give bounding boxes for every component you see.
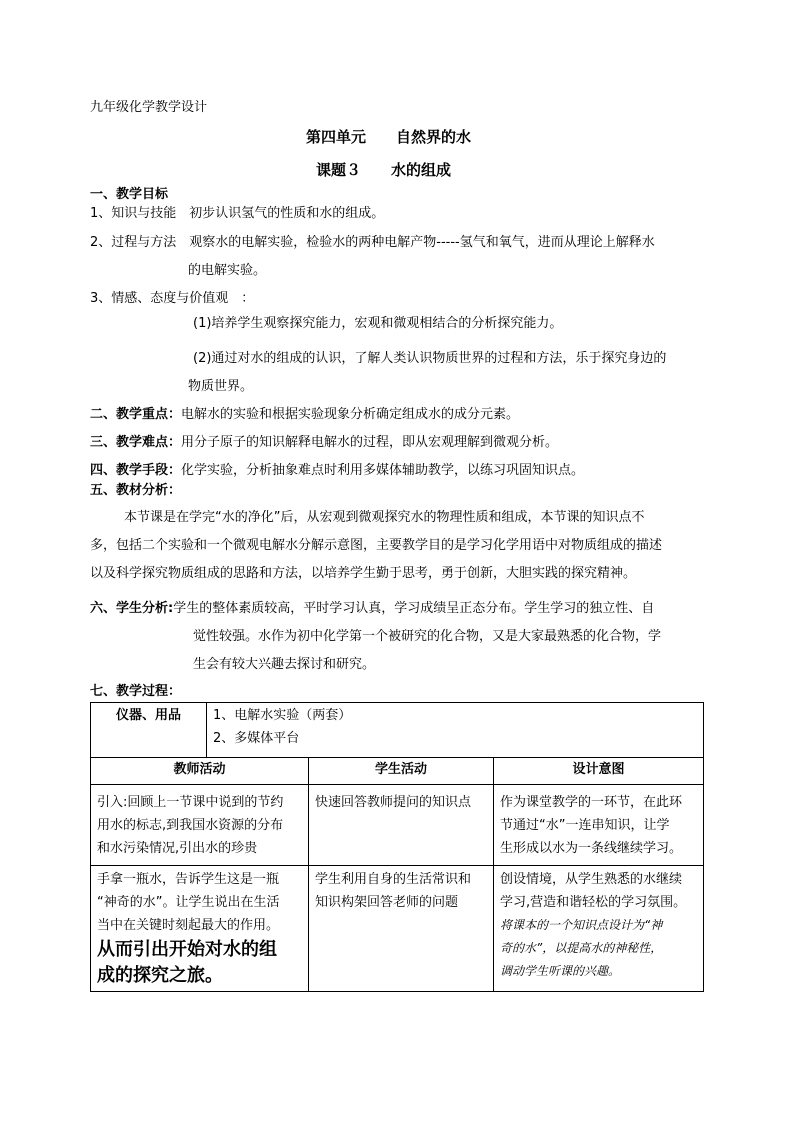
section-students xyxy=(90,600,654,618)
cell-line: 创设情境，从学生熟悉的水继续 xyxy=(500,872,683,887)
cell-line: 当中在关键时刻起最大的作用。 xyxy=(97,918,280,933)
design-intent-cell xyxy=(494,866,704,992)
objective-process-line2: 的电解实验。 xyxy=(188,263,267,278)
cell-line: 学习,营造和谐轻松的学习氛围。 xyxy=(500,895,687,910)
students-line1: 学生的整体素质较高，平时学习认真，学习成绩呈正态分布。学生学习的独立性、自 xyxy=(173,601,655,616)
table-row xyxy=(91,866,704,992)
cell-line: 学生利用自身的生活常识和 xyxy=(315,872,472,887)
equipment-item: 1、电解水实验（两套） xyxy=(213,708,352,723)
cell-line: 引入:回顾上一节课中说到的节约 xyxy=(97,795,284,810)
table-header-row xyxy=(91,758,704,785)
difficulties-text: 用分子原子的知识解释电解水的过程，即从宏观理解到微观分析。 xyxy=(181,435,559,450)
cell-line: 知识构架回答老师的问题 xyxy=(315,895,459,910)
unit-title: 第四单元 自然界的水 xyxy=(306,128,472,146)
methods-label: 四、教学手段： xyxy=(90,463,182,478)
equipment-list xyxy=(207,703,704,758)
cell-line: 生形成以水为一条线继续学习。 xyxy=(500,841,683,856)
col-teacher-activity: 教师活动 xyxy=(91,758,309,785)
student-activity-cell xyxy=(309,785,494,866)
objective-emotion-item2-line1: (2)通过对水的组成的认识，了解人类认识物质世界的过程和方法，乐于探究身边的 xyxy=(193,351,667,366)
table-row xyxy=(91,785,704,866)
section-key-points xyxy=(90,406,519,424)
teacher-activity-cell xyxy=(91,785,309,866)
cell-line-emphasis: 成的探究之旅。 xyxy=(97,965,223,986)
teacher-activity-cell xyxy=(91,866,309,992)
equipment-row xyxy=(91,703,704,758)
key-points-text: 电解水的实验和根据实验现象分析确定组成水的成分元素。 xyxy=(181,407,520,422)
section-objectives-title: 一、教学目标 xyxy=(90,187,169,202)
objective-emotion-item2-line2: 物质世界。 xyxy=(188,379,254,394)
col-student-activity: 学生活动 xyxy=(309,758,494,785)
student-activity-cell xyxy=(309,866,494,992)
section-material-title: 五、教材分析： xyxy=(90,483,182,498)
process-table xyxy=(90,702,704,992)
section-methods xyxy=(90,462,584,480)
cell-line: 和水污染情况,引出水的珍贵 xyxy=(97,841,258,856)
equipment-label: 仪器、用品 xyxy=(91,703,207,758)
methods-text: 化学实验，分析抽象难点时利用多媒体辅助教学，以练习巩固知识点。 xyxy=(181,463,585,478)
doc-header: 九年级化学教学设计 xyxy=(90,100,208,115)
cell-line: 手拿一瓶水，告诉学生这是一瓶 xyxy=(97,872,280,887)
cell-line: “神奇的水”。让学生说出在生活 xyxy=(97,895,280,910)
cell-line-emphasis: 从而引出开始对水的组 xyxy=(97,939,277,960)
section-difficulties xyxy=(90,434,558,452)
design-intent-cell xyxy=(494,785,704,866)
cell-line-italic: 奇的水”，以提高水的神秘性， xyxy=(500,941,663,955)
objective-emotion-item1: (1)培养学生观察探究能力，宏观和微观相结合的分析探究能力。 xyxy=(193,316,563,331)
students-label: 六、学生分析: xyxy=(90,601,174,616)
objective-knowledge: 1、知识与技能 初步认识氢气的性质和水的组成。 xyxy=(90,206,385,221)
material-para-line2: 多，包括二个实验和一个微观电解水分解示意图，主要教学目的是学习化学用语中对物质组成的描述 xyxy=(90,538,663,553)
material-para-line3: 以及科学探究物质组成的思路和方法，以培养学生勤于思考，勇于创新，大胆实践的探究精神。 xyxy=(90,566,637,581)
cell-line: 快速回答教师提问的知识点 xyxy=(315,795,472,810)
objective-process-line1: 2、过程与方法 观察水的电解实验，检验水的两种电解产物-----氢气和氧气，进而从理论上解释水 xyxy=(90,235,655,250)
cell-line: 作为课堂教学的一环节，在此环 xyxy=(500,795,683,810)
cell-line: 节通过“水”一连串知识，让学 xyxy=(500,818,670,833)
col-design-intent: 设计意图 xyxy=(494,758,704,785)
difficulties-label: 三、教学难点： xyxy=(90,435,182,450)
cell-line-italic: 将课本的一个知识点设计为“神 xyxy=(500,918,663,932)
key-points-label: 二、教学重点： xyxy=(90,407,182,422)
section-process-title: 七、教学过程： xyxy=(90,684,182,699)
students-line2: 觉性较强。水作为初中化学第一个被研究的化合物，又是大家最熟悉的化合物，学 xyxy=(193,629,662,644)
material-para-line1: 本节课是在学完“水的净化”后，从宏观到微观探究水的物理性质和组成，本节课的知识点不 xyxy=(124,510,645,525)
equipment-item: 2、多媒体平台 xyxy=(213,731,300,746)
cell-line: 用水的标志,到我国水资源的分布 xyxy=(97,818,284,833)
students-line3: 生会有较大兴趣去探讨和研究。 xyxy=(193,657,376,672)
lesson-title: 课题３ 水的组成 xyxy=(316,161,452,179)
objective-emotion-title: 3、情感、态度与价值观 ： xyxy=(90,291,255,306)
cell-line-italic: 调动学生听课的兴趣。 xyxy=(500,964,621,978)
